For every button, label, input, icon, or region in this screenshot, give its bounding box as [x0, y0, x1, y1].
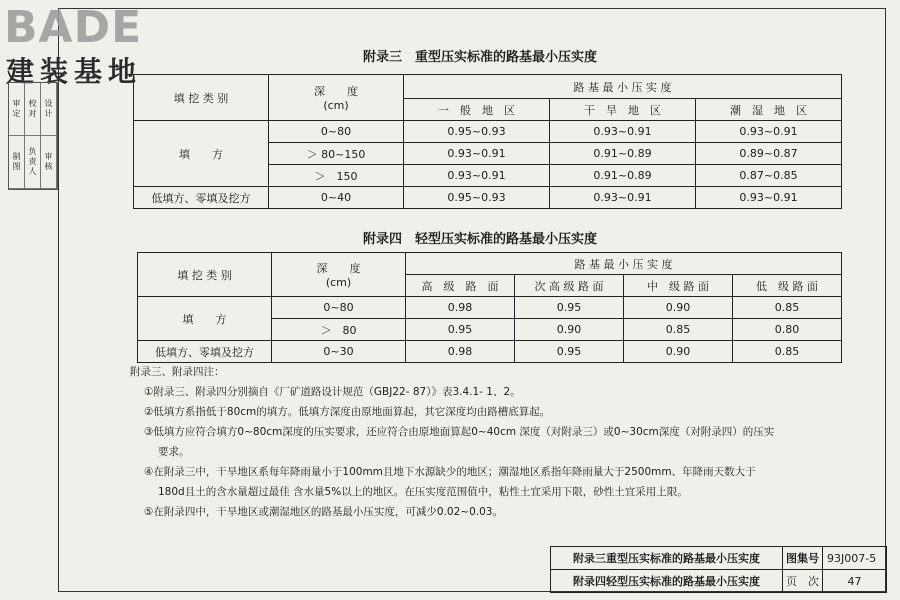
- table4-header-category: 填 挖 类 别: [138, 253, 272, 297]
- table-cell: 0.90: [624, 297, 733, 319]
- table3: [133, 74, 842, 209]
- side-label: 设计: [41, 83, 57, 136]
- side-signature-block: [8, 82, 58, 190]
- table4-sub-header: 次 高 级 路 面: [515, 275, 624, 297]
- side-label: 审定: [9, 83, 25, 136]
- table-cell: 0~40: [269, 187, 404, 209]
- side-label: 制图: [9, 136, 25, 189]
- notes: [130, 362, 830, 522]
- table-cell: 0~30: [272, 341, 406, 363]
- table-cell: ＞ 150: [269, 165, 404, 187]
- watermark-brand: BADE: [4, 2, 143, 53]
- atlas-label: 图集号: [783, 547, 823, 570]
- table3-header-group: 路 基 最 小 压 实 度: [404, 75, 842, 99]
- side-label: 校对: [25, 83, 41, 136]
- table-row: [138, 297, 842, 319]
- page-number: 47: [823, 570, 887, 593]
- table-cell: 0.91~0.89: [550, 143, 696, 165]
- table-row: [138, 341, 842, 363]
- atlas-number: 93J007-5: [823, 547, 887, 570]
- note-item: ④在附录三中，干旱地区系每年降雨量小于100mm且地下水源缺少的地区；潮湿地区系指年降雨量大于2500mm、年降雨天数大于: [144, 466, 756, 478]
- table-cell: 0.93~0.91: [550, 121, 696, 143]
- title-block: [550, 546, 887, 593]
- table-cell: 0.90: [515, 319, 624, 341]
- table-cell: 0.87~0.85: [696, 165, 842, 187]
- table-cell: 0.95: [515, 297, 624, 319]
- note-item: ①附录三、附录四分别摘自《厂矿道路设计规范（GBJ22- 87）》表3.4.1- 1、2。: [144, 386, 521, 398]
- table-cell: 0.98: [406, 341, 515, 363]
- watermark-cn: 建装基地: [6, 55, 143, 88]
- table-cell: ＞ 80: [272, 319, 406, 341]
- table-row: [134, 187, 842, 209]
- note-item: 180d且土的含水量超过最佳 含水量5%以上的地区。在压实度范围值中，粘性土宜采用下限，砂性土宜采用上限。: [158, 486, 688, 498]
- table4-header-group: 路 基 最 小 压 实 度: [406, 253, 842, 275]
- note-item: 要求。: [158, 446, 190, 458]
- title-block-line1: 附录三重型压实标准的路基最小压实度: [551, 547, 783, 570]
- table3-header-depth: 深 度 (cm): [269, 75, 404, 121]
- table-cell: 0.93~0.91: [404, 143, 550, 165]
- table4: [137, 252, 842, 363]
- table4-sub-header: 低 级 路 面: [733, 275, 842, 297]
- table4-title: 附录四 轻型压实标准的路基最小压实度: [362, 232, 597, 247]
- table-cell: 0.95: [515, 341, 624, 363]
- page-label: 页 次: [783, 570, 823, 593]
- table-cell: 0.93~0.91: [696, 121, 842, 143]
- table-cell: 0.93~0.91: [404, 165, 550, 187]
- note-item: ⑤在附录四中，干旱地区或潮湿地区的路基最小压实度，可减少0.02~0.03。: [144, 506, 503, 518]
- table-cell: 0.98: [406, 297, 515, 319]
- table4-fill-label: 填 方: [138, 297, 272, 341]
- table-row: [134, 121, 842, 143]
- table3-sub-header: 一 般 地 区: [404, 99, 550, 121]
- table-cell: 低填方、零填及挖方: [138, 341, 272, 363]
- watermark-logo: [4, 2, 164, 88]
- table3-sub-header: 潮 湿 地 区: [696, 99, 842, 121]
- table-cell: 0.93~0.91: [550, 187, 696, 209]
- table-cell: 低填方、零填及挖方: [134, 187, 269, 209]
- table4-sub-header: 高 级 路 面: [406, 275, 515, 297]
- table-cell: 0~80: [269, 121, 404, 143]
- table-cell: 0.93~0.91: [696, 187, 842, 209]
- table-cell: ＞ 80~150: [269, 143, 404, 165]
- title-block-line2: 附录四轻型压实标准的路基最小压实度: [551, 570, 783, 593]
- table-cell: 0.95: [406, 319, 515, 341]
- table3-title: 附录三 重型压实标准的路基最小压实度: [362, 50, 597, 65]
- table-cell: 0.85: [733, 297, 842, 319]
- table-cell: 0.80: [733, 319, 842, 341]
- note-item: ②低填方系指低于80cm的填方。低填方深度由原地面算起，其它深度均由路槽底算起。: [144, 406, 551, 418]
- notes-heading: 附录三、附录四注：: [130, 366, 225, 378]
- table-cell: 0.89~0.87: [696, 143, 842, 165]
- side-label: 审核: [41, 136, 57, 189]
- table-cell: 0.85: [733, 341, 842, 363]
- table-cell: 0.95~0.93: [404, 187, 550, 209]
- table-cell: 0.90: [624, 341, 733, 363]
- table-cell: 0.91~0.89: [550, 165, 696, 187]
- table3-header-category: 填 挖 类 别: [134, 75, 269, 121]
- table-cell: 0.85: [624, 319, 733, 341]
- table3-fill-label: 填 方: [134, 121, 269, 187]
- table4-header-depth: 深 度 (cm): [272, 253, 406, 297]
- note-item: ③低填方应符合填方0~80cm深度的压实要求，还应符合由原地面算起0~40cm 深度（对附录三）或0~30cm深度（对附录四）的压实: [144, 426, 775, 438]
- table3-sub-header: 干 旱 地 区: [550, 99, 696, 121]
- table-cell: 0~80: [272, 297, 406, 319]
- table-cell: 0.95~0.93: [404, 121, 550, 143]
- table4-sub-header: 中 级 路 面: [624, 275, 733, 297]
- side-label: 负责人: [25, 136, 41, 189]
